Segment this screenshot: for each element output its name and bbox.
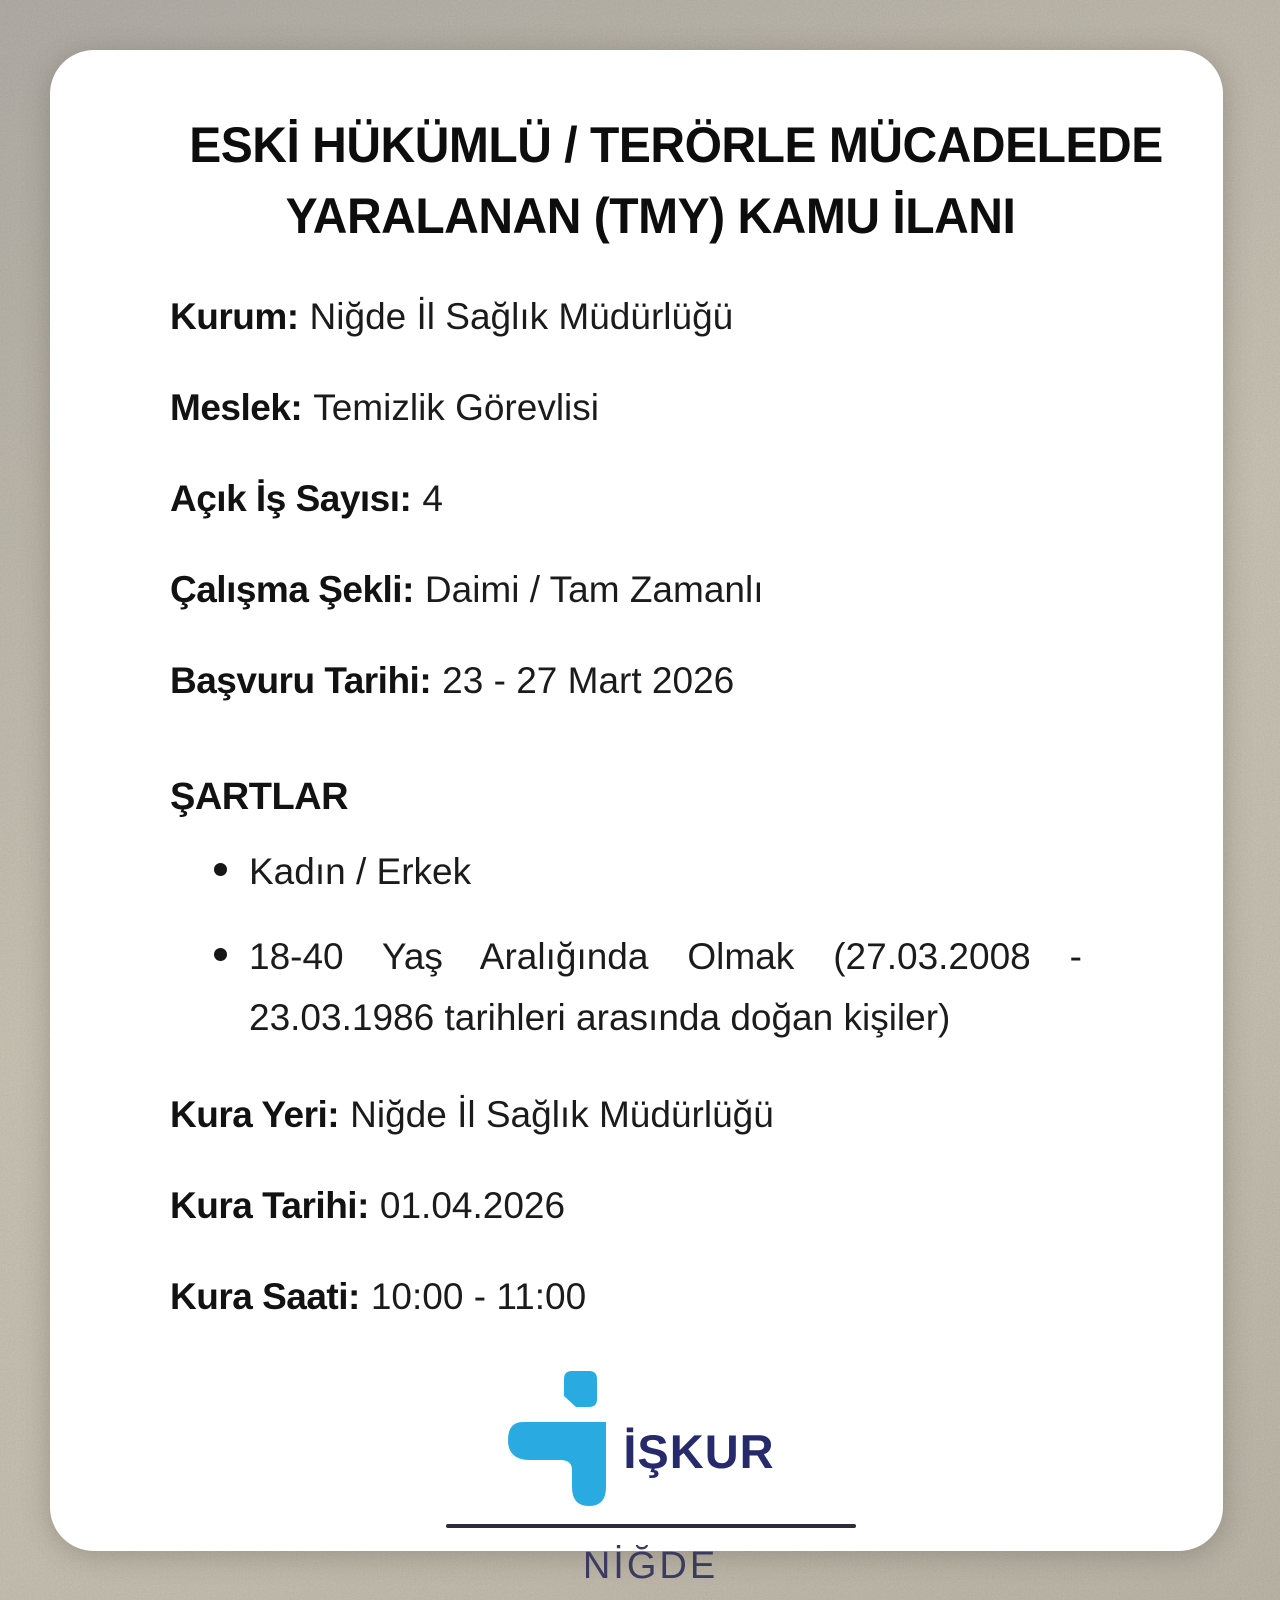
province-label: NİĞDE <box>582 1545 719 1587</box>
field-value: 01.04.2026 <box>379 1185 566 1226</box>
field-basvuru-tarihi <box>170 660 1131 702</box>
announcement-title <box>189 110 1163 252</box>
iskur-logo-block <box>170 1367 1131 1588</box>
field-kura-saati <box>170 1276 1131 1318</box>
field-label: Kura Yeri: <box>170 1094 340 1135</box>
draw-info-section <box>170 1094 1131 1318</box>
list-item <box>170 841 1082 902</box>
field-value: Niğde İl Sağlık Müdürlüğü <box>309 296 734 337</box>
field-label: Meslek: <box>170 387 303 428</box>
announcement-content <box>50 50 1223 1588</box>
field-label: Kura Saati: <box>170 1276 360 1317</box>
field-meslek <box>170 387 1131 429</box>
iskur-stylized-i-icon <box>508 1367 609 1510</box>
field-label: Kura Tarihi: <box>170 1185 369 1226</box>
bullet-icon <box>214 948 227 961</box>
field-kurum <box>170 296 1131 338</box>
title-line-2: YARALANAN (TMY) KAMU İLANI <box>285 188 1016 244</box>
field-value: 23 - 27 Mart 2026 <box>442 660 735 701</box>
title-line-1: ESKİ HÜKÜMLÜ / TERÖRLE MÜCADELEDE <box>189 117 1163 173</box>
condition-text: 18-40 Yaş Aralığında Olmak (27.03.2008 - 23.03.1986 tarihleri arasında doğan kişiler) <box>249 936 1082 1038</box>
list-item <box>170 926 1082 1048</box>
field-label: Açık İş Sayısı: <box>170 478 412 519</box>
field-value: Daimi / Tam Zamanlı <box>424 569 764 610</box>
field-value: 10:00 - 11:00 <box>370 1276 587 1317</box>
conditions-heading: ŞARTLAR <box>170 776 349 818</box>
field-label: Kurum: <box>170 296 299 337</box>
conditions-section <box>170 776 1131 1048</box>
field-value: 4 <box>422 478 443 519</box>
condition-text: Kadın / Erkek <box>249 851 472 892</box>
field-kura-yeri <box>170 1094 1131 1136</box>
field-calisma-sekli <box>170 569 1131 611</box>
field-value: Temizlik Görevlisi <box>313 387 599 428</box>
logo-divider-line <box>446 1524 856 1528</box>
iskur-wordmark: İŞKUR <box>623 1425 775 1478</box>
field-kura-tarihi <box>170 1185 1131 1227</box>
field-label: Başvuru Tarihi: <box>170 660 432 701</box>
iskur-logo-row <box>508 1367 774 1510</box>
bullet-icon <box>214 863 227 876</box>
conditions-list <box>170 841 1082 1048</box>
field-value: Niğde İl Sağlık Müdürlüğü <box>350 1094 774 1135</box>
field-acik-is-sayisi <box>170 478 1131 520</box>
field-label: Çalışma Şekli: <box>170 569 414 610</box>
announcement-card <box>50 50 1223 1587</box>
